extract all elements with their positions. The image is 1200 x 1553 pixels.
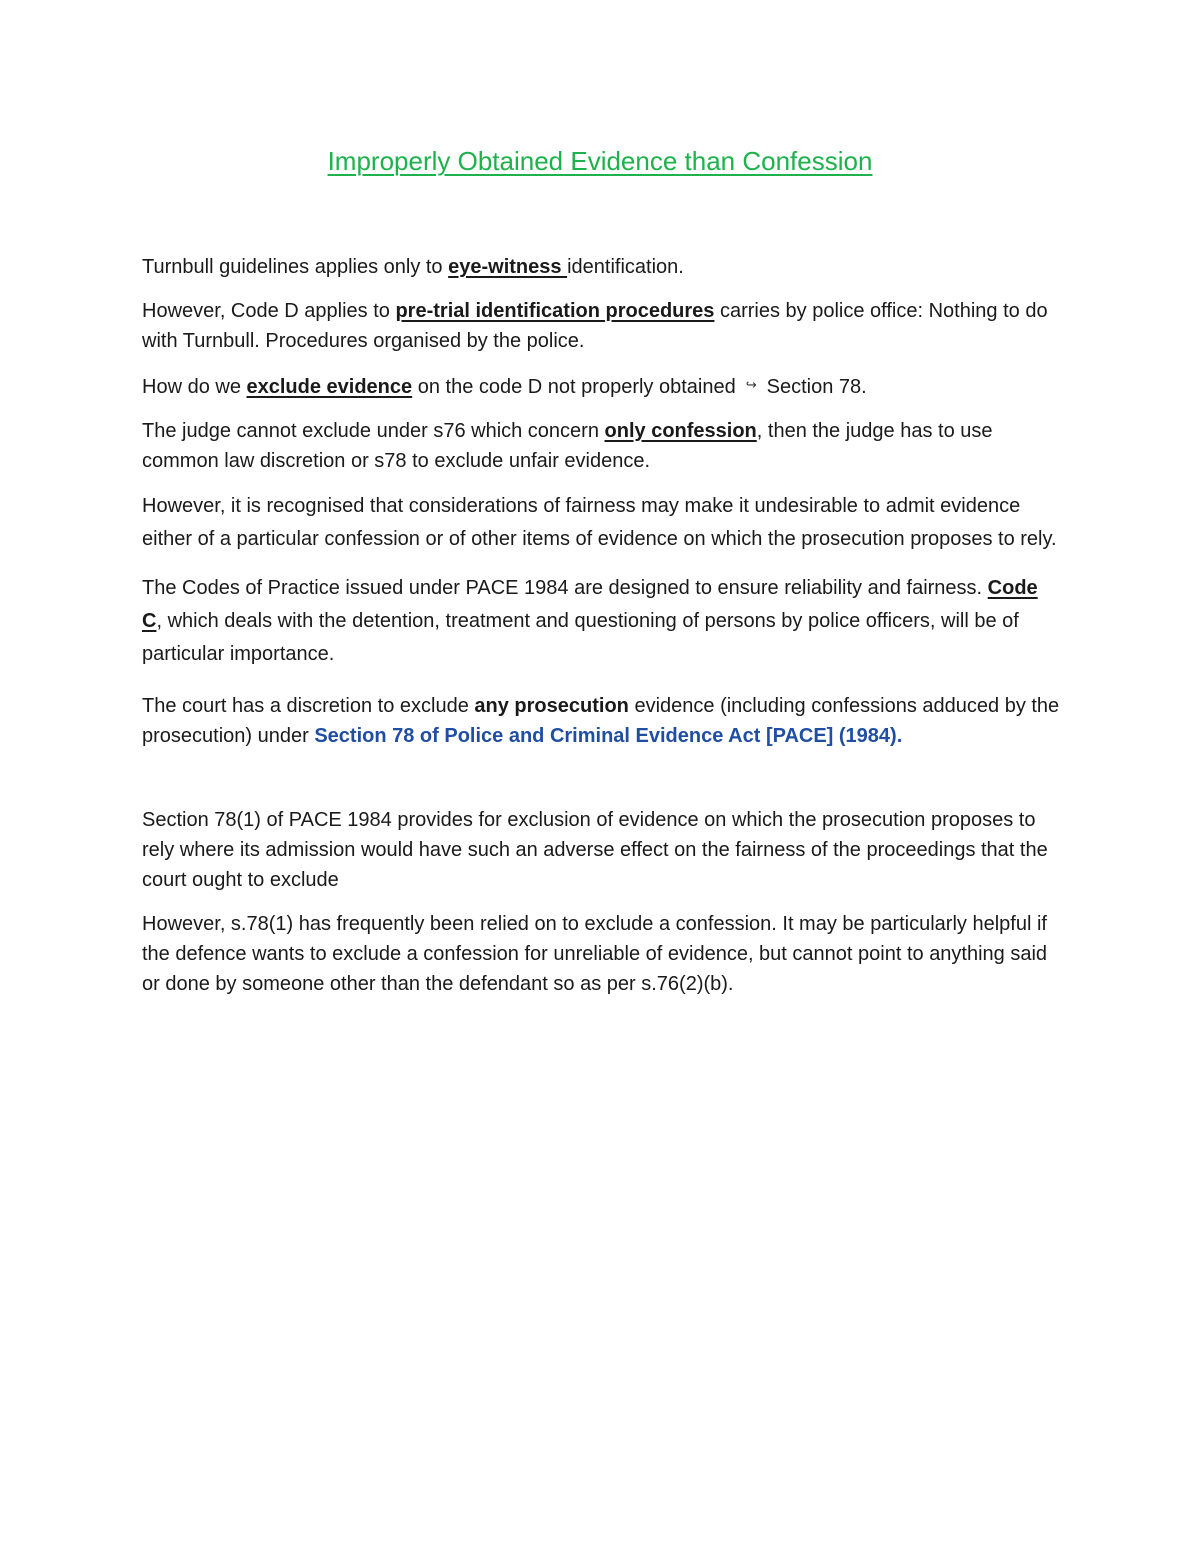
paragraph-text: Turnbull guidelines applies only to bbox=[142, 256, 449, 278]
section-78-reference: Section 78 of Police and Criminal Evidence Act [PACE] (1984). bbox=[314, 725, 903, 747]
paragraph-court-discretion bbox=[142, 691, 1062, 751]
paragraph-text: , which deals with the detention, treatment and questioning of persons by police officers, will be of particular importance. bbox=[142, 610, 1019, 665]
paragraph-text: The Codes of Practice issued under PACE 1984 are designed to ensure reliability and fairness. bbox=[142, 577, 988, 599]
paragraph-text: carries by police office: Nothing to do with Turnbull. Procedures organised by the police. bbox=[142, 300, 1048, 352]
paragraph-text: The court has a discretion to exclude bbox=[142, 695, 475, 717]
paragraph-exclude-evidence bbox=[142, 370, 1062, 402]
underlined-term: pre-trial identification procedures bbox=[395, 300, 715, 322]
paragraph-s78-confession: However, s.78(1) has frequently been relied on to exclude a confession. It may be particularly helpful if the defence wants to exclude a confession for unreliable of evidence, but cannot point to anything said or done by someone other than the defendant so as per s.76(2)(b). bbox=[142, 913, 1048, 995]
underlined-term: exclude evidence bbox=[246, 376, 413, 398]
underlined-term: eye-witness bbox=[448, 256, 568, 278]
paragraph-text: Section 78. bbox=[766, 376, 867, 398]
bold-term: any prosecution bbox=[474, 695, 629, 717]
underlined-term: only confession bbox=[604, 420, 757, 442]
paragraph-text: identification. bbox=[567, 256, 684, 278]
paragraph-section-78-1: Section 78(1) of PACE 1984 provides for exclusion of evidence on which the prosecution proposes to rely where its admission would have such an adverse effect on the fairness of the proceedings that the court ought to exclude bbox=[142, 809, 1048, 891]
arrow-icon: ↪ bbox=[745, 377, 757, 392]
underlined-term: Code C bbox=[142, 577, 1038, 632]
document-body bbox=[142, 252, 1062, 999]
paragraph-text: on the code D not properly obtained bbox=[412, 376, 736, 398]
paragraph-text: evidence (including confessions adduced by the prosecution) under bbox=[142, 695, 1060, 747]
paragraph-text: How do we bbox=[142, 376, 247, 398]
paragraph-fairness: However, it is recognised that considerations of fairness may make it undesirable to admit evidence either of a particular confession or of other items of evidence on which the prosecution proposes to rely. bbox=[142, 495, 1057, 550]
paragraph-turnbull bbox=[142, 252, 1062, 282]
paragraph-text: , then the judge has to use common law discretion or s78 to exclude unfair evidence. bbox=[142, 420, 993, 472]
paragraph-text: The judge cannot exclude under s76 which concern bbox=[142, 420, 605, 442]
document-title: Improperly Obtained Evidence than Confession bbox=[327, 146, 873, 176]
paragraph-judge-s76 bbox=[142, 416, 1062, 476]
paragraph-text: However, Code D applies to bbox=[142, 300, 396, 322]
paragraph-code-d bbox=[142, 296, 1062, 356]
paragraph-codes-of-practice bbox=[142, 572, 1062, 671]
